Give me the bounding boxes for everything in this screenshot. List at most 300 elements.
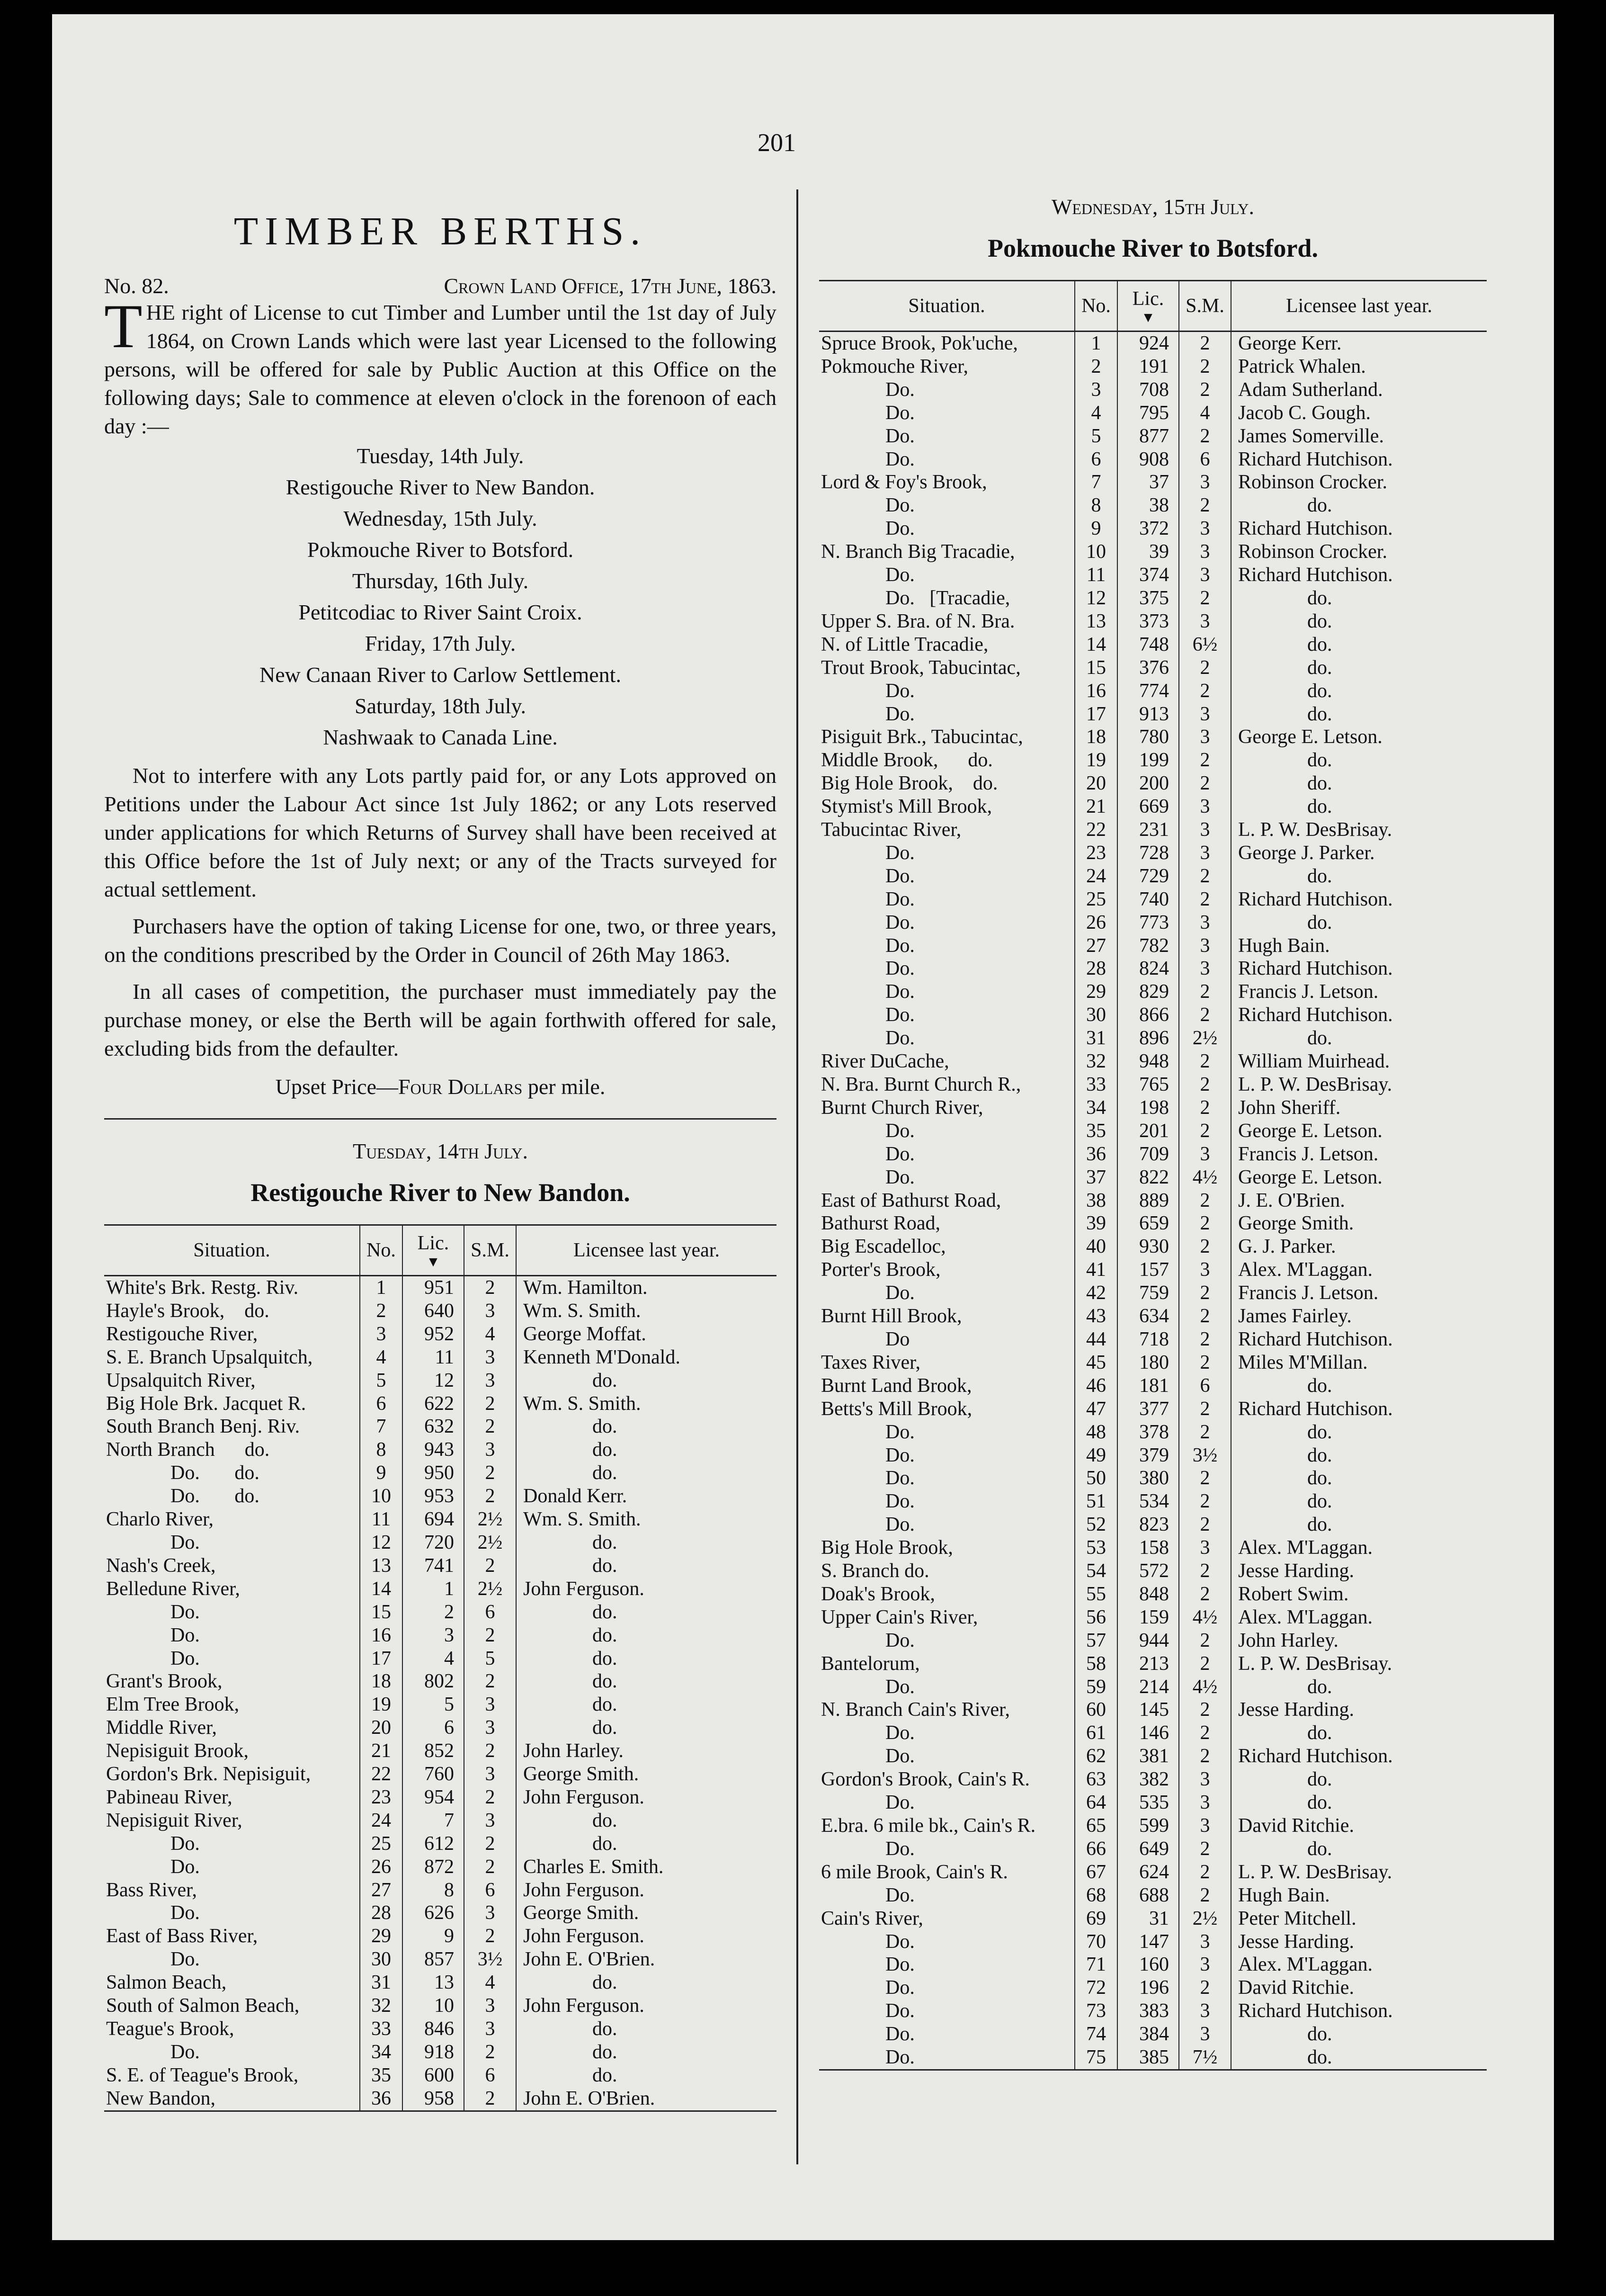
number-cell: 54 (1075, 1560, 1117, 1583)
number-cell: 61 (1075, 1722, 1117, 1745)
table-row (104, 1415, 776, 1438)
table-row (819, 1976, 1487, 2000)
situation-cell: Betts's Mill Brook, (821, 1398, 973, 1420)
square-miles-cell: 2 (1179, 1861, 1231, 1884)
square-miles-cell: 3 (1179, 703, 1231, 726)
square-miles-cell: 3 (1179, 471, 1231, 494)
square-miles-cell: 3 (464, 1763, 516, 1786)
square-miles-cell: 4½ (1179, 1676, 1231, 1699)
table-row (104, 1879, 776, 1902)
condition-paragraph: Purchasers have the option of taking License for one, two, or three years, on the conditions prescribed by the Order in Council of 26th May 1863. (104, 914, 776, 967)
square-miles-cell: 2 (1179, 1513, 1231, 1536)
license-cell: 872 (402, 1856, 464, 1879)
number-cell: 44 (1075, 1328, 1117, 1351)
license-cell: 534 (1117, 1490, 1179, 1513)
table-row (104, 2064, 776, 2087)
licensee-cell: John Harley. (516, 1740, 776, 1763)
license-cell: 948 (1117, 1050, 1179, 1073)
situation-cell: Do. (170, 1624, 200, 1646)
table-row (819, 1120, 1487, 1143)
license-cell: 688 (1117, 1884, 1179, 1907)
square-miles-cell: 3 (1179, 1768, 1231, 1791)
license-cell: 918 (402, 2041, 464, 2064)
situation-cell: North Branch do. (106, 1439, 270, 1461)
table-row (104, 1578, 776, 1601)
table-row (104, 1832, 776, 1856)
table-row (104, 1763, 776, 1786)
square-miles-cell: 2 (464, 1925, 516, 1948)
situation-cell: Do. (819, 2046, 1075, 2070)
number-cell: 4 (360, 1346, 402, 1369)
number-cell: 10 (1075, 540, 1117, 564)
square-miles-cell: 2 (1179, 1073, 1231, 1096)
table-row (819, 425, 1487, 448)
situation-cell: Porter's Brook, (821, 1259, 941, 1281)
licensee-cell: do. (1231, 1676, 1487, 1699)
situation-cell: Do. (885, 1629, 915, 1651)
square-miles-cell: 7½ (1179, 2046, 1231, 2070)
license-cell: 196 (1117, 1976, 1179, 2000)
licensee-cell: Alex. M'Laggan. (1231, 1953, 1487, 1976)
square-miles-cell: 3 (464, 1716, 516, 1740)
licensee-cell: George E. Letson. (1231, 1166, 1487, 1189)
table-row (819, 1536, 1487, 1560)
license-cell: 147 (1117, 1930, 1179, 1954)
table-row (819, 494, 1487, 517)
licensee-cell: Richard Hutchison. (1231, 1004, 1487, 1027)
situation-cell: Pokmouche River, (821, 355, 968, 377)
licensee-cell: George E. Letson. (1231, 726, 1487, 749)
license-cell: 37 (1117, 471, 1179, 494)
situation-cell: Do. (170, 1832, 200, 1855)
situation-cell: Do. (885, 1792, 915, 1814)
license-cell: 379 (1117, 1444, 1179, 1467)
situation-cell: Do. (885, 1722, 915, 1744)
square-miles-cell: 2 (1179, 1328, 1231, 1351)
pokmouche-berths-table (819, 280, 1487, 2071)
section2-date: Wednesday, 15th July. (1051, 195, 1255, 219)
license-cell: 372 (1117, 517, 1179, 540)
square-miles-cell: 3 (1179, 957, 1231, 980)
licensee-cell: Donald Kerr. (516, 1485, 776, 1508)
condition-paragraph: Not to interfere with any Lots partly paid for, or any Lots approved on Petitions under the Labour Act since 1st July 1862; or any Lots reserved under applications for which Returns of Survey shall have been received at this Office before the 1st of July next; or any of the Tracts surveyed for actual settlement. (104, 763, 776, 901)
square-miles-cell: 3 (1179, 1930, 1231, 1954)
section1-date: Tuesday, 14th July. (352, 1139, 528, 1163)
license-cell: 632 (402, 1415, 464, 1438)
licensee-cell: Richard Hutchison. (1231, 2000, 1487, 2023)
licensee-cell: Jesse Harding. (1231, 1560, 1487, 1583)
table-row (819, 865, 1487, 888)
table-row (819, 1050, 1487, 1073)
table-row (104, 1485, 776, 1508)
col-no: No. (1075, 281, 1117, 332)
number-cell: 74 (1075, 2023, 1117, 2046)
number-cell: 1 (360, 1276, 402, 1300)
number-cell: 37 (1075, 1166, 1117, 1189)
square-miles-cell: 2 (464, 1485, 516, 1508)
square-miles-cell: 2 (1179, 1096, 1231, 1120)
table-row (819, 587, 1487, 610)
licensee-cell: George Smith. (516, 1901, 776, 1925)
table-row (819, 1814, 1487, 1838)
number-cell: 70 (1075, 1930, 1117, 1954)
number-cell: 26 (360, 1856, 402, 1879)
square-miles-cell: 2 (1179, 494, 1231, 517)
licensee-cell: William Muirhead. (1231, 1050, 1487, 1073)
license-cell: 7 (402, 1809, 464, 1832)
square-miles-cell: 2 (1179, 1583, 1231, 1606)
situation-cell: Nepisiguit Brook, (106, 1740, 249, 1762)
licensee-cell: do. (1231, 2023, 1487, 2046)
license-cell: 759 (1117, 1282, 1179, 1305)
licensee-cell: do. (1231, 633, 1487, 656)
situation-cell: S. E. Branch Upsalquitch, (106, 1346, 313, 1368)
situation-cell: Pisiguit Brk., Tabucintac, (821, 726, 1023, 748)
square-miles-cell: 4 (1179, 402, 1231, 425)
licensee-cell: do. (1231, 494, 1487, 517)
situation-cell: Do. (885, 1977, 915, 1999)
table-row (104, 1856, 776, 1879)
number-cell: 42 (1075, 1282, 1117, 1305)
license-cell: 848 (1117, 1583, 1179, 1606)
license-cell: 383 (1117, 2000, 1179, 2023)
number-cell: 6 (360, 1392, 402, 1416)
square-miles-cell: 2 (464, 2041, 516, 2064)
license-cell: 669 (1117, 795, 1179, 818)
license-cell: 930 (1117, 1235, 1179, 1258)
square-miles-cell: 2 (1179, 1490, 1231, 1513)
license-cell: 708 (1117, 378, 1179, 402)
number-cell: 51 (1075, 1490, 1117, 1513)
situation-cell: Do. (885, 1282, 915, 1304)
square-miles-cell: 5 (464, 1647, 516, 1670)
square-miles-cell: 2 (1179, 1698, 1231, 1722)
number-cell: 32 (360, 1994, 402, 2018)
license-cell: 626 (402, 1901, 464, 1925)
license-cell: 924 (1117, 332, 1179, 355)
licensee-cell: J. E. O'Brien. (1231, 1189, 1487, 1212)
licensee-cell: L. P. W. DesBrisay. (1231, 1073, 1487, 1096)
square-miles-cell: 6 (1179, 1374, 1231, 1398)
number-cell: 18 (360, 1670, 402, 1693)
square-miles-cell: 2 (1179, 888, 1231, 911)
license-cell: 950 (402, 1462, 464, 1485)
licensee-cell: George J. Parker. (1231, 842, 1487, 865)
square-miles-cell: 2 (1179, 1189, 1231, 1212)
license-cell: 823 (1117, 1513, 1179, 1536)
situation-cell: Do. (885, 981, 915, 1003)
licensee-cell: Peter Mitchell. (1231, 1907, 1487, 1930)
licensee-cell: Alex. M'Laggan. (1231, 1258, 1487, 1282)
table-row (104, 1901, 776, 1925)
situation-cell: Middle Brook, do. (821, 749, 993, 771)
table-row (819, 749, 1487, 772)
licensee-cell: David Ritchie. (1231, 1976, 1487, 2000)
square-miles-cell: 6 (464, 1601, 516, 1624)
number-cell: 5 (360, 1369, 402, 1392)
square-miles-cell: 2 (464, 1740, 516, 1763)
table-row (819, 355, 1487, 378)
table-row (819, 1629, 1487, 1652)
number-cell: 7 (1075, 471, 1117, 494)
square-miles-cell: 2 (1179, 980, 1231, 1004)
square-miles-cell: 2 (1179, 1282, 1231, 1305)
license-cell: 214 (1117, 1676, 1179, 1699)
license-cell: 709 (1117, 1143, 1179, 1166)
upset-value: Four Dollars (398, 1075, 523, 1099)
table-row (819, 1745, 1487, 1768)
square-miles-cell: 2 (1179, 749, 1231, 772)
license-cell: 624 (1117, 1861, 1179, 1884)
situation-cell: Do. (170, 1531, 200, 1553)
number-cell: 71 (1075, 1953, 1117, 1976)
situation-cell: Do. (885, 2023, 915, 2045)
section1-title: Restigouche River to New Bandon. (250, 1178, 630, 1207)
table-row (104, 1300, 776, 1323)
table-row (104, 1438, 776, 1462)
table-row (104, 1948, 776, 1971)
table-row (819, 911, 1487, 934)
situation-cell: Do. (885, 1143, 915, 1165)
number-cell: 35 (360, 2064, 402, 2087)
license-cell: 6 (402, 1716, 464, 1740)
notice-intro (104, 291, 776, 440)
licensee-cell: do. (516, 2064, 776, 2087)
table-row (819, 1930, 1487, 1954)
table-row (819, 680, 1487, 703)
number-cell: 43 (1075, 1305, 1117, 1328)
license-cell: 385 (1117, 2046, 1179, 2070)
square-miles-cell: 2 (1179, 425, 1231, 448)
number-cell: 30 (1075, 1004, 1117, 1027)
square-miles-cell: 3 (464, 1901, 516, 1925)
licensee-cell: do. (1231, 1444, 1487, 1467)
square-miles-cell: 3 (464, 1369, 516, 1392)
license-cell: 159 (1117, 1606, 1179, 1629)
license-cell: 535 (1117, 1791, 1179, 1814)
licensee-cell: L. P. W. DesBrisay. (1231, 1652, 1487, 1676)
licensee-cell: L. P. W. DesBrisay. (1231, 818, 1487, 842)
table-row (819, 2046, 1487, 2070)
licensee-cell: Francis J. Letson. (1231, 1143, 1487, 1166)
table-row (819, 1351, 1487, 1374)
situation-cell: Gordon's Brk. Nepisiguit, (106, 1763, 311, 1785)
licensee-cell: John Ferguson. (516, 1879, 776, 1902)
license-cell: 640 (402, 1300, 464, 1323)
license-cell: 740 (1117, 888, 1179, 911)
situation-cell: E.bra. 6 mile bk., Cain's R. (821, 1815, 1036, 1837)
table-row (819, 726, 1487, 749)
situation-cell: N. Branch Cain's River, (821, 1699, 1010, 1721)
licensee-cell: George Smith. (516, 1763, 776, 1786)
table-row (819, 1490, 1487, 1513)
situation-cell: 6 mile Brook, Cain's R. (821, 1861, 1008, 1883)
table-row (819, 772, 1487, 795)
situation-cell: Do. (885, 1745, 915, 1767)
number-cell: 49 (1075, 1444, 1117, 1467)
number-cell: 5 (1075, 425, 1117, 448)
number-cell: 35 (1075, 1120, 1117, 1143)
situation-cell: Do. do. (170, 1462, 259, 1484)
square-miles-cell: 2 (1179, 1305, 1231, 1328)
license-cell: 10 (402, 1994, 464, 2018)
licensee-cell: Miles M'Millan. (1231, 1351, 1487, 1374)
license-cell: 659 (1117, 1212, 1179, 1235)
square-miles-cell: 2 (1179, 1004, 1231, 1027)
licensee-cell: do. (1231, 865, 1487, 888)
number-cell: 9 (1075, 517, 1117, 540)
number-cell: 30 (360, 1948, 402, 1971)
table-row (819, 1398, 1487, 1421)
table-row (819, 795, 1487, 818)
number-cell: 52 (1075, 1513, 1117, 1536)
licensee-cell: do. (516, 1832, 776, 1856)
licensee-cell: Richard Hutchison. (1231, 1745, 1487, 1768)
license-cell: 375 (1117, 587, 1179, 610)
licensee-cell: do. (516, 1415, 776, 1438)
square-miles-cell: 2 (1179, 1722, 1231, 1745)
license-cell: 866 (1117, 1004, 1179, 1027)
number-cell: 19 (360, 1693, 402, 1716)
situation-cell: Big Hole Brook, do. (821, 772, 998, 795)
licensee-cell: Adam Sutherland. (1231, 378, 1487, 402)
licensee-cell: Kenneth M'Donald. (516, 1346, 776, 1369)
situation-cell: Belledune River, (106, 1578, 240, 1600)
square-miles-cell: 2½ (464, 1508, 516, 1531)
licensee-cell: Richard Hutchison. (1231, 888, 1487, 911)
situation-cell: Nepisiguit River, (106, 1809, 242, 1831)
situation-cell: Do. (885, 703, 915, 725)
situation-cell: Lord & Foy's Brook, (821, 471, 987, 493)
number-cell: 50 (1075, 1467, 1117, 1490)
table-row (104, 1462, 776, 1485)
licensee-cell: do. (1231, 1467, 1487, 1490)
table-row (819, 1513, 1487, 1536)
number-cell: 16 (360, 1624, 402, 1647)
number-cell: 29 (1075, 980, 1117, 1004)
sale-schedule (104, 440, 776, 753)
situation-cell: Do. (885, 1490, 915, 1513)
situation-cell: Do. (885, 425, 915, 447)
licensee-cell: do. (1231, 1768, 1487, 1791)
licensee-cell: do. (516, 1554, 776, 1578)
number-cell: 2 (1075, 355, 1117, 378)
number-cell: 20 (1075, 772, 1117, 795)
square-miles-cell: 2 (1179, 1745, 1231, 1768)
square-miles-cell: 2 (1179, 355, 1231, 378)
number-cell: 66 (1075, 1838, 1117, 1861)
situation-cell: Do (885, 1328, 910, 1350)
number-cell: 28 (360, 1901, 402, 1925)
license-cell: 11 (402, 1346, 464, 1369)
square-miles-cell: 2 (1179, 656, 1231, 680)
square-miles-cell: 2 (464, 1832, 516, 1856)
number-cell: 33 (360, 2018, 402, 2041)
square-miles-cell: 4 (464, 1971, 516, 1994)
situation-cell: Do. (885, 1954, 915, 1976)
table-row (819, 957, 1487, 980)
square-miles-cell: 3 (1179, 1814, 1231, 1838)
table-row (819, 656, 1487, 680)
table-row (819, 1722, 1487, 1745)
license-cell: 600 (402, 2064, 464, 2087)
section-divider (104, 1118, 776, 1120)
licensee-cell: do. (1231, 656, 1487, 680)
number-cell: 34 (360, 2041, 402, 2064)
situation-cell: Spruce Brook, Pok'uche, (821, 332, 1018, 354)
number-cell: 28 (1075, 957, 1117, 980)
right-column (819, 185, 1487, 2071)
license-cell: 741 (402, 1554, 464, 1578)
col-lic (1117, 281, 1179, 332)
license-cell: 852 (402, 1740, 464, 1763)
licensee-cell: do. (1231, 1490, 1487, 1513)
table-row (819, 564, 1487, 587)
situation-cell: Do. (885, 1444, 915, 1466)
situation-cell: Salmon Beach, (106, 1972, 227, 1994)
number-cell: 32 (1075, 1050, 1117, 1073)
licensee-cell: do. (1231, 1791, 1487, 1814)
license-cell: 612 (402, 1832, 464, 1856)
col-licensee: Licensee last year. (516, 1225, 776, 1276)
situation-cell: Burnt Land Brook, (821, 1374, 972, 1397)
square-miles-cell: 3 (464, 1693, 516, 1716)
number-cell: 68 (1075, 1884, 1117, 1907)
situation-cell: Teague's Brook, (106, 2018, 234, 2040)
licensee-cell: do. (1231, 1374, 1487, 1398)
license-cell: 199 (1117, 749, 1179, 772)
license-cell: 9 (402, 1925, 464, 1948)
lic-mark: ▼ (426, 1254, 440, 1270)
situation-cell: Do. (885, 958, 915, 980)
license-cell: 39 (1117, 540, 1179, 564)
number-cell: 7 (360, 1415, 402, 1438)
licensee-cell: Patrick Whalen. (1231, 355, 1487, 378)
license-cell: 158 (1117, 1536, 1179, 1560)
table-row (104, 1346, 776, 1369)
table-row (819, 980, 1487, 1004)
license-cell: 2 (402, 1601, 464, 1624)
licensee-cell: do. (516, 1647, 776, 1670)
licensee-cell: do. (1231, 772, 1487, 795)
table-row (104, 1994, 776, 2018)
situation-cell: Do. (885, 1676, 915, 1698)
licensee-cell: George Moffat. (516, 1323, 776, 1346)
table-row (819, 1583, 1487, 1606)
number-cell: 17 (1075, 703, 1117, 726)
situation-cell: Upper Cain's River, (821, 1606, 978, 1628)
licensee-cell: Jesse Harding. (1231, 1930, 1487, 1954)
square-miles-cell: 2 (464, 1856, 516, 1879)
table-row (819, 1096, 1487, 1120)
number-cell: 13 (1075, 610, 1117, 633)
sale-conditions (104, 762, 776, 1063)
number-cell: 58 (1075, 1652, 1117, 1676)
square-miles-cell: 3 (1179, 934, 1231, 958)
square-miles-cell: 3 (1179, 610, 1231, 633)
square-miles-cell: 3 (1179, 2023, 1231, 2046)
schedule-route: Nashwaak to Canada Line. (323, 725, 558, 749)
situation-cell: Upsalquitch River, (106, 1369, 256, 1391)
col-lic-label: Lic. (1132, 288, 1164, 310)
number-cell: 22 (360, 1763, 402, 1786)
square-miles-cell: 2½ (1179, 1027, 1231, 1050)
table-row (819, 1652, 1487, 1676)
license-cell: 889 (1117, 1189, 1179, 1212)
license-cell: 718 (1117, 1328, 1179, 1351)
licensee-cell: Alex. M'Laggan. (1231, 1536, 1487, 1560)
notice-intro-text: HE right of License to cut Timber and Lumber until the 1st day of July 1864, on Crown Lands which were last year Licensed to the following persons, will be offered for sale by Public Auction at this Office on the following days; Sale to commence at eleven o'clock in the forenoon of each day :— (104, 300, 776, 438)
